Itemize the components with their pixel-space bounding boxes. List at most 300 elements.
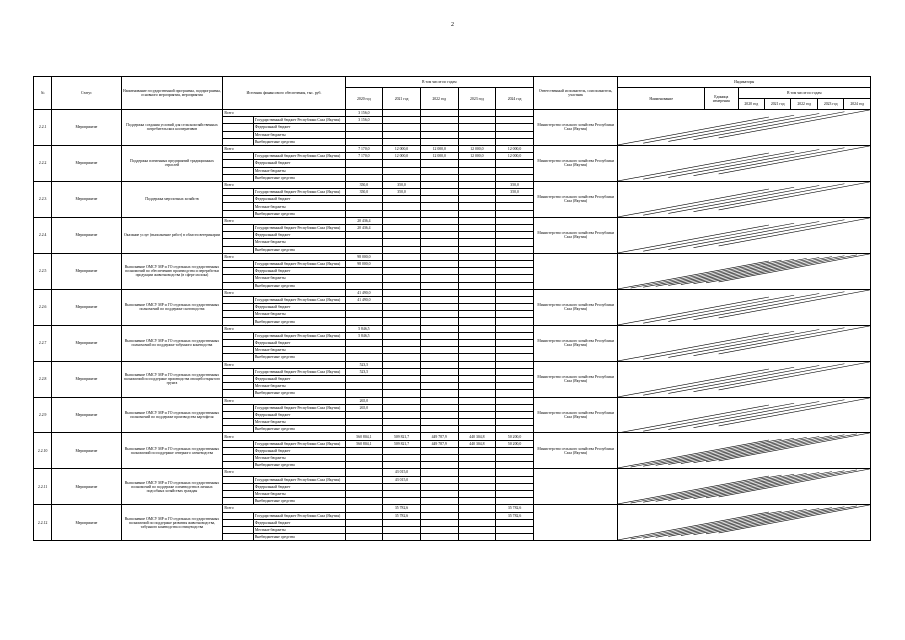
amount-cell [458,404,496,411]
diagonal-lines [618,505,870,540]
amount-cell [496,246,534,253]
amount-cell [345,232,383,239]
diagonal-lines [618,469,870,504]
table-row [34,253,871,260]
table-row [34,397,871,404]
amount-cell [496,426,534,433]
diagonal-line [644,511,795,539]
source-label: Государственный бюджет Республики Саха (Якутия) [253,368,345,375]
source-label: Всего [223,469,345,476]
source-label: Местные бюджеты [253,455,345,462]
diagonal-line [618,404,769,432]
amount-cell [345,311,383,318]
amount-cell [458,282,496,289]
diagonal-line [644,187,795,215]
amount-cell [496,289,534,296]
diagonal-line [644,259,795,287]
amount-cell [496,253,534,260]
amount-cell [383,246,421,253]
source-label: Внебюджетные средства [253,282,345,289]
amount-cell [496,447,534,454]
table-row [34,469,871,476]
source-label: Местные бюджеты [253,311,345,318]
amount-cell [345,167,383,174]
amount-cell [496,311,534,318]
amount-cell [496,318,534,325]
amount-cell [458,196,496,203]
amount-cell [458,347,496,354]
amount-cell [458,318,496,325]
year-header: 2022 год [420,88,458,110]
amount-cell [496,375,534,382]
row-responsible: Министерство сельского хозяйства Республики Саха (Якутия) [533,433,618,469]
diagonal-line [719,469,870,497]
amount-cell [420,167,458,174]
amount-cell [496,383,534,390]
amount-cell [383,282,421,289]
source-blank [223,203,254,210]
row-number: 2.2.12 [34,505,52,541]
amount-cell [420,210,458,217]
amount-cell [420,239,458,246]
amount-cell: 35 782,6 [496,512,534,519]
amount-cell [496,476,534,483]
source-label: Местные бюджеты [253,239,345,246]
diagonal-line [618,225,769,253]
amount-cell [345,490,383,497]
year-header: 2020 год [345,88,383,110]
diagonal-line [681,436,832,464]
amount-cell [496,239,534,246]
amount-cell: 509 821,7 [383,433,421,440]
source-label: Местные бюджеты [253,490,345,497]
indicator-crossed-cell [618,253,871,289]
amount-cell [458,483,496,490]
source-blank [223,490,254,497]
amount-cell [496,347,534,354]
source-blank [223,124,254,131]
row-status: Мероприятие [52,433,121,469]
diagonal-line [656,438,807,466]
diagonal-line [719,110,870,138]
source-label: Местные бюджеты [253,203,345,210]
col-indicators-header: Индикаторы [618,77,871,88]
diagonal-line [669,257,820,285]
source-blank [223,131,254,138]
amount-cell [420,383,458,390]
amount-cell: 98 000,0 [345,253,383,260]
amount-cell [345,275,383,282]
row-name: Выполнение ОМСУ МР и ГО отдельных государственных полномочий по поддержке оленеводства в личных подсобных хозяйствах граждан [121,469,223,505]
diagonal-line [706,434,857,462]
source-label: Государственный бюджет Республики Саха (Якутия) [253,117,345,124]
amount-cell [458,361,496,368]
row-status: Мероприятие [52,361,121,397]
amount-cell [496,131,534,138]
amount-cell [496,411,534,418]
source-blank [223,340,254,347]
source-blank [223,260,254,267]
amount-cell [458,332,496,339]
amount-cell [496,498,534,505]
amount-cell [383,325,421,332]
amount-cell [383,462,421,469]
amount-cell [458,512,496,519]
source-blank [223,519,254,526]
amount-cell [496,419,534,426]
source-label: Федеральный бюджет [253,340,345,347]
amount-cell: 449 787,9 [420,433,458,440]
indicator-year-header: 2023 год [817,99,843,110]
source-blank [223,404,254,411]
source-blank [223,383,254,390]
amount-cell [345,318,383,325]
source-label: Местные бюджеты [253,275,345,282]
amount-cell: 265,0 [345,397,383,404]
diagonal-line [631,511,782,539]
amount-cell [420,411,458,418]
amount-cell [383,332,421,339]
amount-cell [496,282,534,289]
diagonal-line [694,291,845,319]
source-label: Всего [223,433,345,440]
amount-cell [420,253,458,260]
source-blank [223,296,254,303]
source-label: Всего [223,361,345,368]
diagonal-line [694,435,845,463]
amount-cell [496,225,534,232]
amount-cell [458,368,496,375]
source-blank [223,232,254,239]
amount-cell: 20 436,4 [345,217,383,224]
amount-cell [383,296,421,303]
diagonal-line [618,297,769,325]
diagonal-line [644,115,795,143]
diagonal-line [719,254,870,282]
source-blank [223,526,254,533]
amount-cell [420,189,458,196]
amount-cell [420,232,458,239]
row-responsible: Министерство сельского хозяйства Республики Саха (Якутия) [533,181,618,217]
diagonal-line [706,506,857,534]
table-body [34,110,871,541]
source-label: Федеральный бюджет [253,519,345,526]
amount-cell [458,253,496,260]
diagonal-line [669,437,820,465]
diagonal-line [719,218,870,246]
amount-cell [383,225,421,232]
row-number: 2.2.5 [34,253,52,289]
amount-cell: 12 000,0 [383,153,421,160]
amount-cell [458,469,496,476]
amount-cell [383,311,421,318]
indicator-crossed-cell [618,397,871,433]
source-label: Федеральный бюджет [253,268,345,275]
indicator-crossed-cell [618,145,871,181]
diagonal-line [618,333,769,361]
diagonal-line [669,365,820,393]
source-label: Государственный бюджет Республики Саха (Якутия) [253,260,345,267]
diagonal-lines [618,326,870,361]
source-label: Всего [223,397,345,404]
amount-cell [345,390,383,397]
row-name: Оказание услуг (выполнение работ) в области ветеринарии [121,217,223,253]
amount-cell [383,390,421,397]
diagonal-lines [618,398,870,433]
amount-cell [496,275,534,282]
amount-cell [345,483,383,490]
indicator-crossed-cell [618,289,871,325]
amount-cell: 12 000,0 [383,145,421,152]
amount-cell [383,483,421,490]
amount-cell [458,174,496,181]
amount-cell: 35 782,6 [383,512,421,519]
amount-cell: 41 490,0 [345,296,383,303]
amount-cell: 35 782,6 [383,505,421,512]
source-blank [223,368,254,375]
amount-cell [458,138,496,145]
amount-cell [420,332,458,339]
source-blank [223,174,254,181]
amount-cell [383,347,421,354]
diagonal-line [669,149,820,177]
amount-cell [420,318,458,325]
diagonal-lines [618,218,870,253]
amount-cell [496,490,534,497]
amount-cell [420,275,458,282]
row-responsible [533,505,618,541]
amount-cell [420,476,458,483]
amount-cell [420,505,458,512]
amount-cell [458,225,496,232]
amount-cell [345,124,383,131]
amount-cell [420,268,458,275]
source-blank [223,153,254,160]
amount-cell [458,462,496,469]
row-name: Выполнение ОМСУ МР и ГО отдельных государственных полномочий по обеспечению производства и переработки продукции животноводства (в сфере молока) [121,253,223,289]
source-label: Федеральный бюджет [253,483,345,490]
amount-cell [420,519,458,526]
amount-cell [420,368,458,375]
source-blank [223,275,254,282]
amount-cell [383,160,421,167]
amount-cell [420,203,458,210]
source-label: Федеральный бюджет [253,232,345,239]
amount-cell [383,383,421,390]
program-table [33,76,871,541]
amount-cell [345,498,383,505]
source-label: Внебюджетные средства [253,138,345,145]
amount-cell [458,203,496,210]
diagonal-line [644,331,795,359]
diagonal-line [644,439,795,467]
amount-cell [496,325,534,332]
amount-cell [345,476,383,483]
amount-cell [496,138,534,145]
amount-cell [420,404,458,411]
amount-cell [345,411,383,418]
source-blank [223,196,254,203]
source-blank [223,117,254,124]
source-blank [223,483,254,490]
row-name: Поддержка племенных предприятий традиционных отраслей [121,145,223,181]
amount-cell [496,210,534,217]
amount-cell [345,469,383,476]
amount-cell [345,426,383,433]
row-status: Мероприятие [52,505,121,541]
indicator-by-year-header: В том числе по годам [738,88,870,99]
amount-cell [496,519,534,526]
amount-cell [458,419,496,426]
amount-cell: 43 015,0 [383,476,421,483]
amount-cell [458,447,496,454]
row-responsible: Министерство сельского хозяйства Республики Саха (Якутия) [533,289,618,325]
amount-cell [496,110,534,117]
amount-cell [458,375,496,382]
diagonal-line [669,473,820,501]
indicator-crossed-cell [618,469,871,505]
amount-cell: 440 304,8 [458,440,496,447]
source-label: Всего [223,110,345,117]
row-number: 2.2.6 [34,289,52,325]
amount-cell [345,304,383,311]
amount-cell: 265,0 [345,404,383,411]
diagonal-line [644,475,795,503]
amount-cell [496,340,534,347]
source-label: Местные бюджеты [253,419,345,426]
source-blank [223,304,254,311]
amount-cell: 5 846,5 [345,325,383,332]
table-row [34,433,871,440]
year-header: 2024 год [496,88,534,110]
source-blank [223,419,254,426]
amount-cell [458,390,496,397]
amount-cell [383,455,421,462]
amount-cell [345,375,383,382]
amount-cell [458,455,496,462]
row-number: 2.2.10 [34,433,52,469]
source-label: Государственный бюджет Республики Саха (Якутия) [253,476,345,483]
amount-cell: 50 200,0 [496,433,534,440]
amount-cell: 449 787,9 [420,440,458,447]
source-label: Внебюджетные средства [253,174,345,181]
diagonal-line [719,433,870,461]
indicator-crossed-cell [618,361,871,397]
amount-cell [458,505,496,512]
amount-cell [496,232,534,239]
amount-cell: 560 804,1 [345,440,383,447]
amount-cell [420,296,458,303]
source-blank [223,239,254,246]
source-blank [223,311,254,318]
row-responsible: Министерство сельского хозяйства Республики Саха (Якутия) [533,361,618,397]
source-label: Всего [223,181,345,188]
amount-cell [345,282,383,289]
diagonal-line [694,220,845,248]
row-name: Выполнение ОМСУ МР и ГО отдельных государственных полномочий по поддержке северного оленеводства [121,433,223,469]
diagonal-line [644,367,795,395]
amount-cell [383,289,421,296]
table-row [34,181,871,188]
amount-cell [458,340,496,347]
diagonal-line [694,112,845,140]
amount-cell [496,196,534,203]
source-label: Внебюджетные средства [253,498,345,505]
amount-cell: 509 821,7 [383,440,421,447]
amount-cell [420,117,458,124]
diagonal-line [656,510,807,538]
amount-cell [420,340,458,347]
diagonal-line [618,117,769,145]
source-label: Местные бюджеты [253,347,345,354]
row-number: 2.2.11 [34,469,52,505]
table-row [34,289,871,296]
source-blank [223,440,254,447]
source-label: Местные бюджеты [253,167,345,174]
source-blank [223,447,254,454]
amount-cell [383,411,421,418]
amount-cell [383,397,421,404]
row-responsible: Министерство сельского хозяйства Республики Саха (Якутия) [533,217,618,253]
diagonal-line [618,440,769,468]
amount-cell [496,462,534,469]
row-number: 2.2.4 [34,217,52,253]
diagonal-line [719,182,870,210]
diagonal-line [719,290,870,318]
unit-header: Единица измерения [704,88,738,110]
diagonal-line [719,398,870,426]
table-row [34,110,871,117]
table-row [34,217,871,224]
amount-cell [420,246,458,253]
amount-cell [458,354,496,361]
amount-cell [420,282,458,289]
indicator-year-header: 2020 год [738,99,764,110]
source-blank [223,167,254,174]
amount-cell [496,296,534,303]
diagonal-line [694,399,845,427]
amount-cell [383,354,421,361]
source-blank [223,347,254,354]
amount-cell: 350,0 [383,189,421,196]
diagonal-line [669,185,820,213]
row-status: Мероприятие [52,289,121,325]
amount-cell [496,368,534,375]
page-number: 2 [451,22,454,28]
source-label: Местные бюджеты [253,526,345,533]
amount-cell [458,210,496,217]
amount-cell [496,117,534,124]
row-responsible [533,469,618,505]
amount-cell [458,490,496,497]
amount-cell [345,203,383,210]
diagonal-lines [618,182,870,217]
source-label: Федеральный бюджет [253,447,345,454]
amount-cell [420,304,458,311]
amount-cell: 7 170,0 [345,153,383,160]
amount-cell [345,383,383,390]
source-blank [223,189,254,196]
col-status-header: Статус [52,77,121,110]
amount-cell [383,375,421,382]
row-status: Мероприятие [52,181,121,217]
amount-cell: 43 015,0 [383,469,421,476]
amount-cell [458,325,496,332]
amount-cell [458,260,496,267]
diagonal-line [644,151,795,179]
amount-cell: 20 436,4 [345,225,383,232]
row-name: Выполнение ОМСУ МР и ГО отдельных государственных полномочий по поддержке развития животноводства, табунного коневодства и птицеводства [121,505,223,541]
